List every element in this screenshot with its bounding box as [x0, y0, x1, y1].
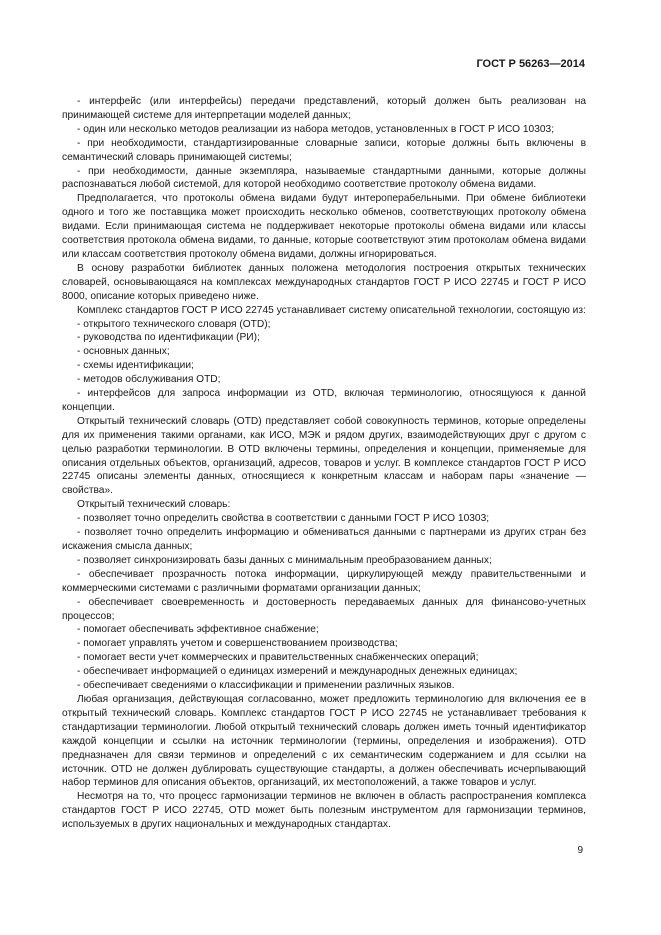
paragraph: - помогает вести учет коммерческих и правительственных снабженческих операций; — [77, 652, 479, 664]
paragraph: Открытый технический словарь (OTD) представляет собой совокупность терминов, которые определены для их применения такими органами, как ИСО, МЭК и рядом других, взаимодействующих друг с другом с целью разработки терминологии. В OTD включены термины, определения и концепции, применяемые для описания отдельных объектов, организаций, адресов, товаров и услуг. В комплексе стандартов ГОСТ Р ИСО 22745 описаны элементы данных, относящиеся к конкретным классам и наборам пары «значение — свойства». — [62, 415, 586, 497]
paragraph: В основу разработки библиотек данных положена методология построения открытых технических словарей, основывающаяся на комплексах международных стандартов ГОСТ Р ИСО 22745 и ГОСТ Р ИСО 8000, описание которых приведено ниже. — [62, 262, 586, 302]
paragraph: - интерфейс (или интерфейсы) передачи представлений, который должен быть реализован на принимающей системе для интерпретации моделей данных; — [62, 96, 586, 121]
paragraph: Любая организация, действующая согласованно, может предложить терминологию для включения ее в открытый технический словарь. Комплекс стандартов ГОСТ Р ИСО 22745 не устанавливает требования к стандартизации терминологии. Любой открытый технический словарь должен иметь точный идентификатор каждой концепции и ссылки на источник терминологии (термины, определения и изображения). OTD предназначен для связи терминов и определений с их семантическим содержанием и для ссылки на источник. OTD не должен дублировать существующие стандарты, а должен обеспечивать исчерпывающий набор терминов для описания объектов, организаций, их местоположений, а также товаров и услуг. — [62, 693, 586, 789]
page-number: 9 — [577, 845, 583, 856]
paragraph: - методов обслуживания OTD; — [77, 374, 221, 386]
paragraph: - обеспечивает сведениями о классификации и применении различных языков. — [77, 680, 455, 692]
paragraph: Комплекс стандартов ГОСТ Р ИСО 22745 устанавливает систему описательной технологии, состоящую из: — [77, 304, 586, 316]
document-header: ГОСТ Р 56263—2014 — [476, 58, 585, 70]
paragraph: - интерфейсов для запроса информации из OTD, включая терминологию, относящуюся к данной концепции. — [62, 388, 586, 413]
paragraph: - схемы идентификации; — [77, 360, 194, 372]
paragraph: - открытого технического словаря (OTD); — [77, 318, 271, 330]
paragraph: Предполагается, что протоколы обмена видами будут интероперабельными. При обмене библиотеки одного и того же поставщика может происходить несколько обменов, соответствующих протоколу обмена видами. Если принимающая система не поддерживает некоторые протоколы обмена видами или классы соответствия протокола обмена видами, то данные, которые соответствуют этим протоколам обмена видами или классам соответствия протоколу обмена видами, должны игнорироваться. — [62, 193, 586, 260]
paragraph: - один или несколько методов реализации из набора методов, установленных в ГОСТ Р ИСО 10303; — [77, 123, 555, 135]
paragraph: - обеспечивает информацией о единицах измерений и международных денежных единицах; — [77, 666, 518, 678]
paragraph: - помогает управлять учетом и совершенствованием производства; — [77, 638, 398, 650]
paragraph: - руководства по идентификации (РИ); — [77, 332, 260, 344]
document-body — [62, 95, 586, 832]
paragraph: - основных данных; — [77, 346, 170, 358]
paragraph: Открытый технический словарь: — [77, 499, 231, 511]
paragraph: - обеспечивает своевременность и достоверность передаваемых данных для финансово-учетных процессов; — [62, 596, 586, 622]
paragraph: - помогает обеспечивать эффективное снабжение; — [77, 624, 319, 636]
paragraph: - при необходимости, данные экземпляра, называемые стандартными данными, которые должны распознаваться любой системой, для которой необходимо соответствие протоколу обмена видами. — [62, 165, 586, 191]
paragraph: - обеспечивает прозрачность потока информации, циркулирующей между правительственными и коммерческими системами с различными форматами организации данных; — [62, 568, 586, 594]
paragraph: - позволяет точно определить свойства в соответствии с данными ГОСТ Р ИСО 10303; — [77, 513, 490, 525]
paragraph: Несмотря на то, что процесс гармонизации терминов не включен в область распространения комплекса стандартов ГОСТ Р ИСО 22745, OTD может быть полезным инструментом для гармонизации терминов, используемых в других национальных и международных стандартах. — [62, 791, 586, 831]
paragraph: - позволяет синхронизировать базы данных с минимальным преобразованием данных; — [77, 554, 492, 566]
paragraph: - позволяет точно определить информацию и обмениваться данными с партнерами из других стран без искажения смысла данных; — [62, 527, 586, 552]
paragraph: - при необходимости, стандартизированные словарные записи, которые должны быть включены в семантический словарь принимающей системы; — [62, 137, 586, 163]
